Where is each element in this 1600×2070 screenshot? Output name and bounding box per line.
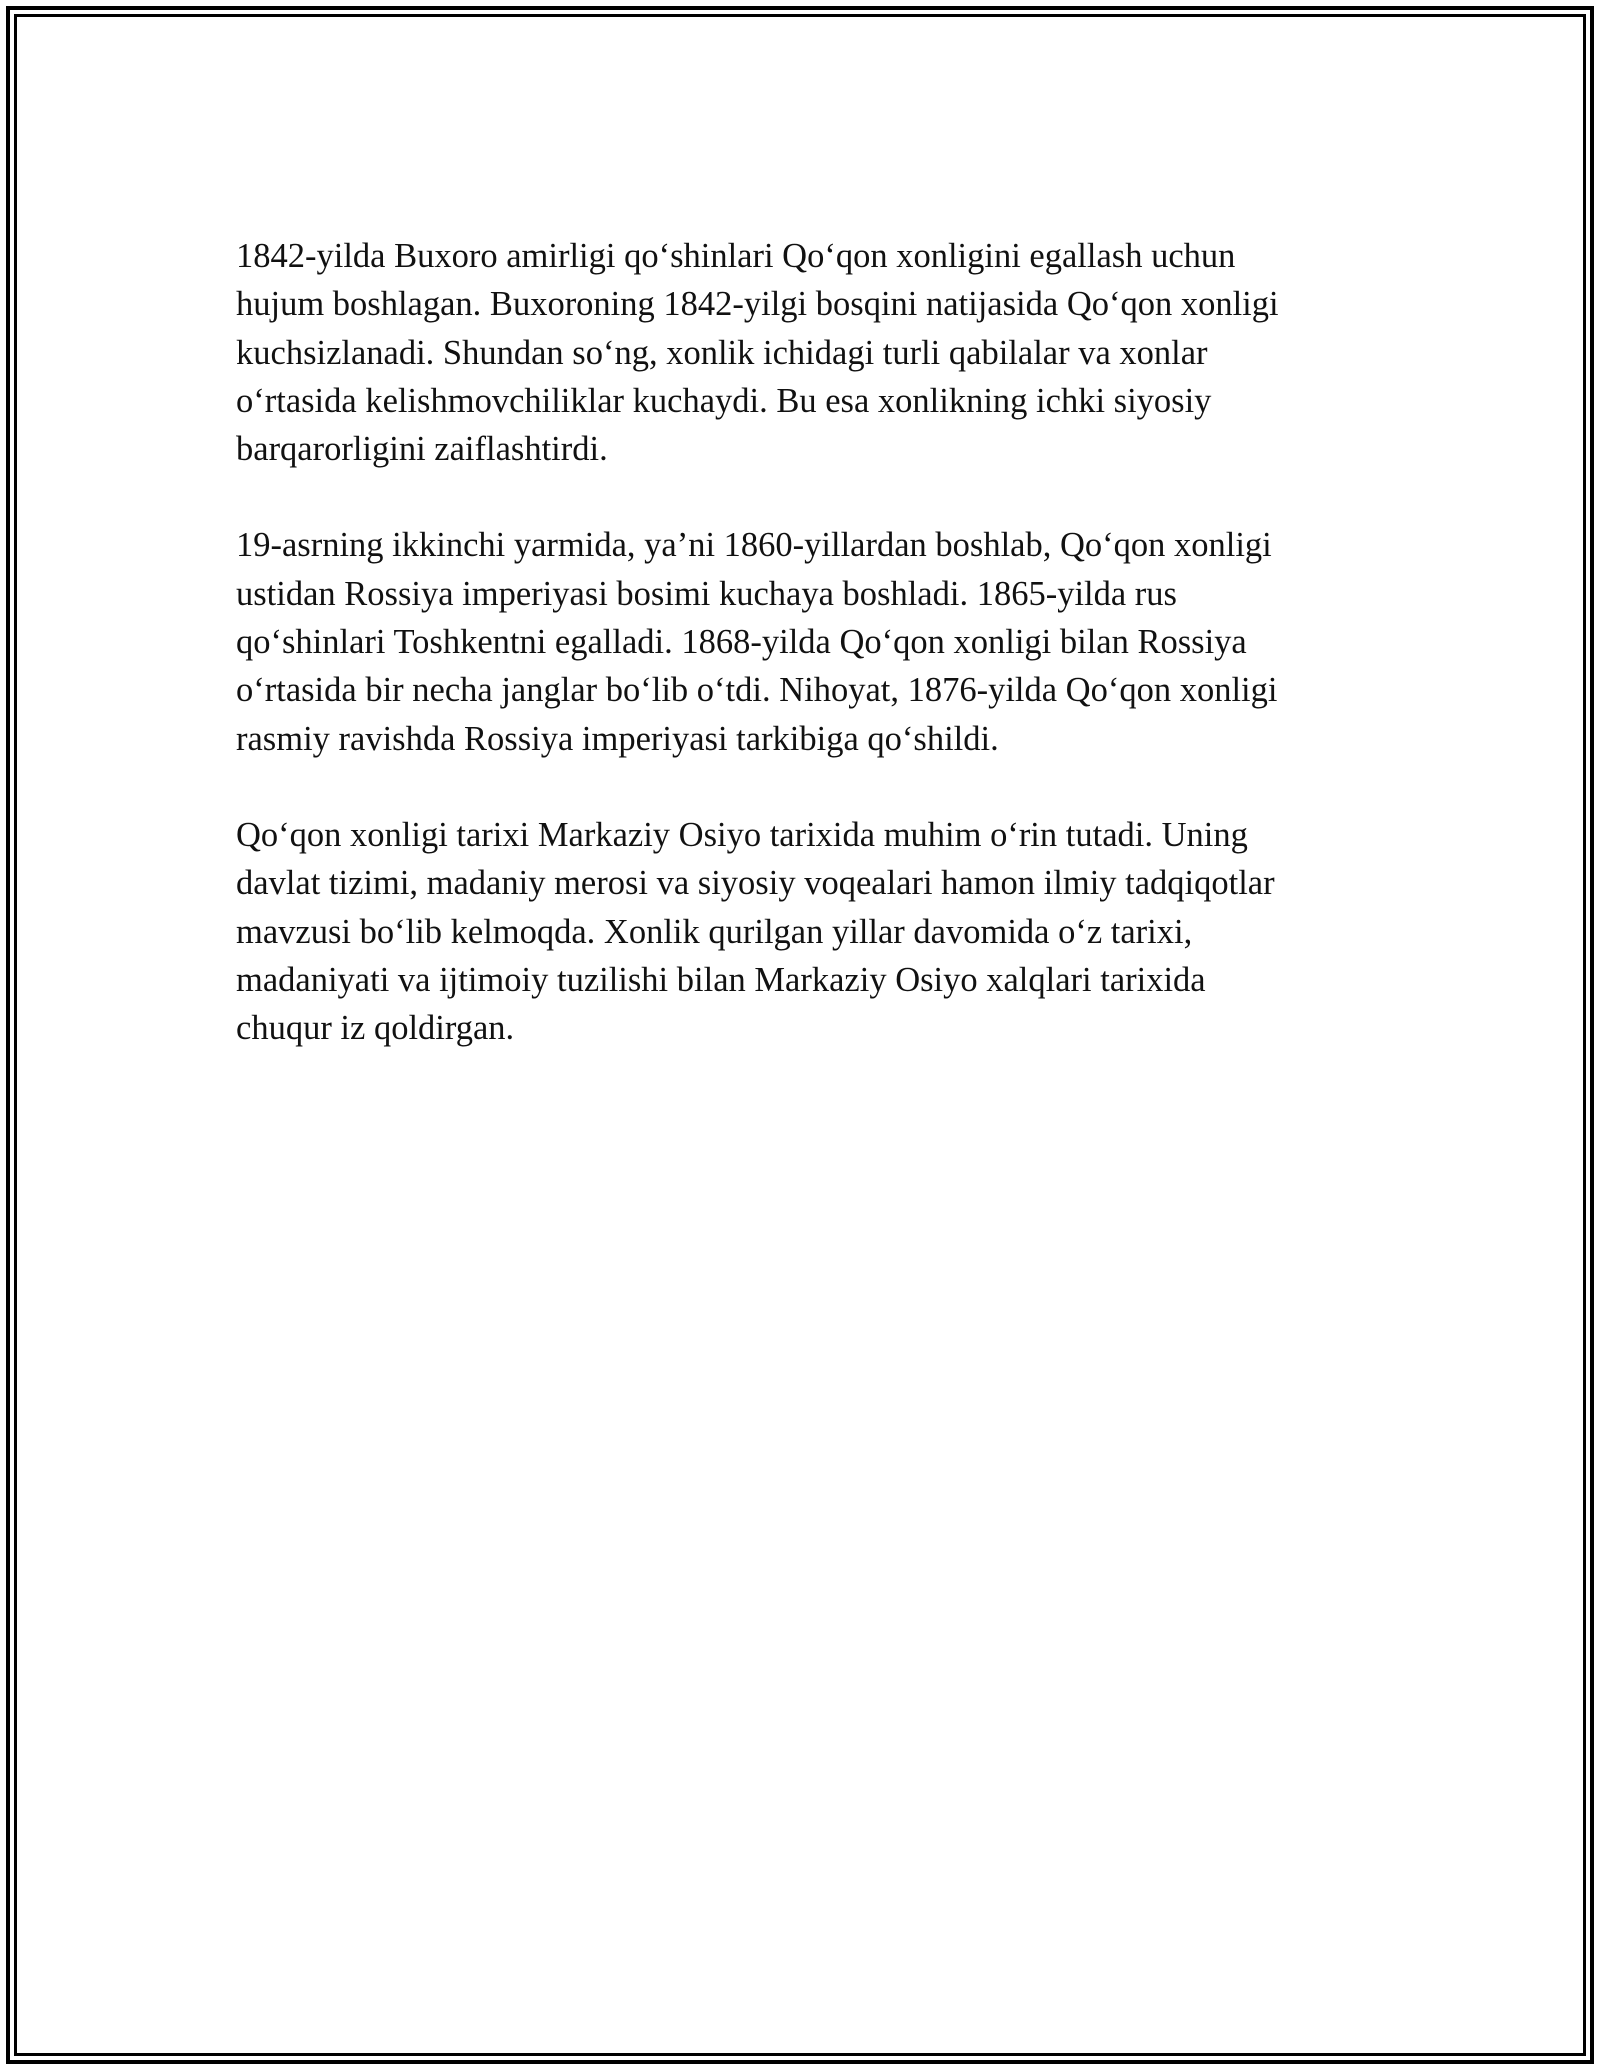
paragraph-line: qo‘shinlari Toshkentni egalladi. 1868-yilda Qo‘qon xonligi bilan Rossiya [236,623,1247,662]
paragraph-line: 19-asrning ikkinchi yarmida, ya’ni 1860-yillardan boshlab, Qo‘qon xonligi [236,526,1272,565]
paragraph-line: madaniyati va ijtimoiy tuzilishi bilan Markaziy Osiyo xalqlari tarixida [236,960,1206,999]
document-body [236,232,1376,1100]
paragraph-line: mavzusi bo‘lib kelmoqda. Xonlik qurilgan yillar davomida o‘z tarixi, [236,912,1193,951]
paragraph-3 [236,811,1376,1052]
paragraph-1 [236,232,1376,473]
paragraph-line: o‘rtasida kelishmovchiliklar kuchaydi. Bu esa xonlikning ichki siyosiy [236,381,1212,420]
paragraph-line: kuchsizlanadi. Shundan so‘ng, xonlik ichidagi turli qabilalar va xonlar [236,333,1208,372]
paragraph-line: Qo‘qon xonligi tarixi Markaziy Osiyo tarixida muhim o‘rin tutadi. Uning [236,815,1248,854]
paragraph-line: chuqur iz qoldirgan. [236,1009,515,1048]
paragraph-line: 1842-yilda Buxoro amirligi qo‘shinlari Qo‘qon xonligini egallash uchun [236,237,1236,275]
paragraph-line: barqarorligini zaiflashtirdi. [236,430,608,469]
paragraph-line: hujum boshlagan. Buxoroning 1842-yilgi bosqini natijasida Qo‘qon xonligi [236,285,1279,324]
paragraph-line: ustidan Rossiya imperiyasi bosimi kuchaya boshladi. 1865-yilda rus [236,574,1177,613]
paragraph-line: davlat tizimi, madaniy merosi va siyosiy voqealari hamon ilmiy tadqiqotlar [236,864,1275,903]
paragraph-2 [236,521,1376,762]
paragraph-line: rasmiy ravishda Rossiya imperiyasi tarkibiga qo‘shildi. [236,719,999,758]
paragraph-line: o‘rtasida bir necha janglar bo‘lib o‘tdi. Nihoyat, 1876-yilda Qo‘qon xonligi [236,671,1278,710]
